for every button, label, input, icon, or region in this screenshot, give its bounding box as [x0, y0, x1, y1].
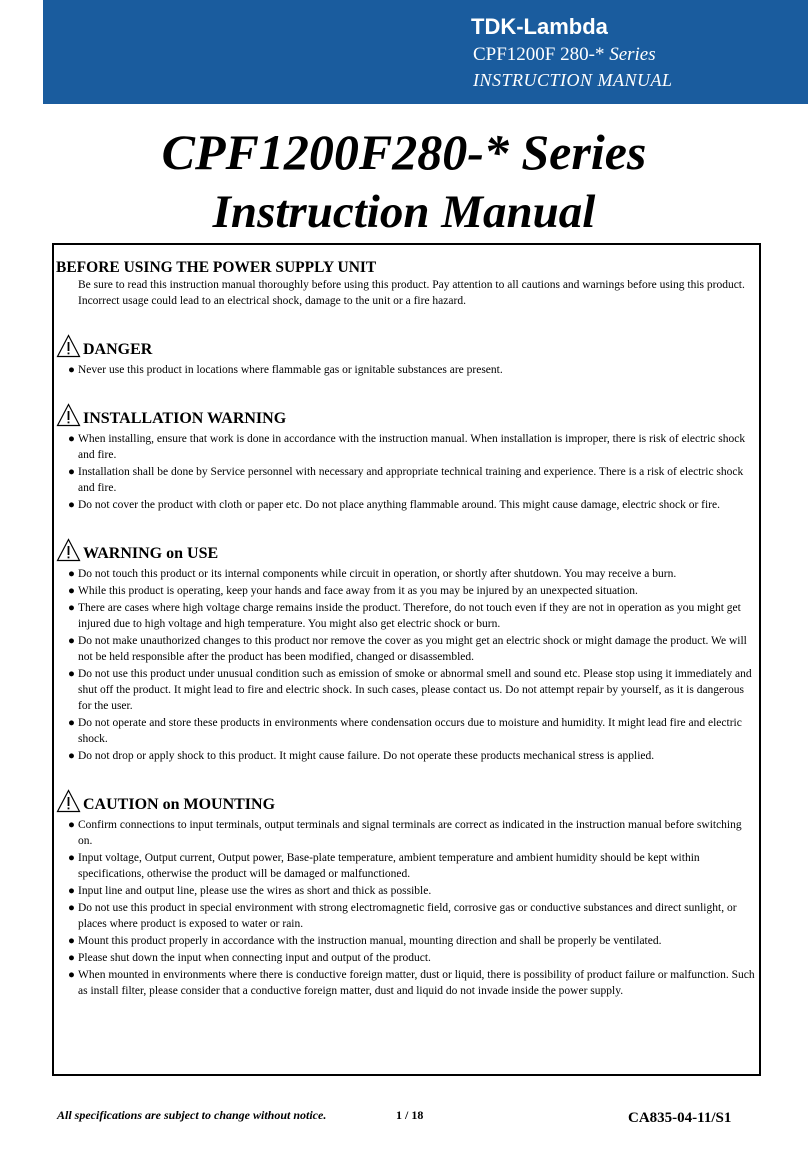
safety-content	[56, 259, 756, 1000]
brand-name: TDK-Lambda	[471, 14, 608, 39]
bullet-item	[56, 583, 756, 599]
bullet-dot: ●	[68, 364, 75, 376]
bullet-item	[56, 883, 756, 899]
bullet-text: Do not use this product under unusual condition such as emission of smoke or abnormal smell and sound etc. Please stop using it immediately and shut off the product. It might lead to fire and electric shock. In such cases, please contact us. Do not attempt repair by yourself, as it is dangerous for the user.	[78, 668, 752, 712]
bullet-dot: ●	[68, 668, 75, 680]
bullet-text: Input voltage, Output current, Output power, Base-plate temperature, ambient temperature and ambient humidity should be kept within specifications, otherwise the product will be damaged or malfunctioned.	[78, 852, 700, 880]
section-title: WARNING on USE	[83, 545, 219, 562]
document-title: CPF1200F280-* Series	[161, 124, 647, 180]
bullet-item	[56, 633, 756, 665]
bullet-item	[56, 715, 756, 747]
bullet-text: When installing, ensure that work is done in accordance with the instruction manual. When installation is improper, there is risk of electric shock and fire.	[78, 433, 746, 461]
safety-sections	[56, 329, 756, 999]
bullet-dot: ●	[68, 717, 75, 729]
footer-notice: All specifications are subject to change without notice.	[57, 1108, 327, 1122]
section-heading	[56, 784, 756, 814]
section-caution-on-mounting	[56, 784, 756, 999]
bullet-text: Do not drop or apply shock to this product. It might cause failure. Do not operate these products mechanical stress is applied.	[78, 750, 655, 762]
section-title: CAUTION on MOUNTING	[83, 796, 276, 813]
warning-triangle-icon	[56, 403, 81, 427]
bullet-dot: ●	[68, 902, 75, 914]
bullet-item	[56, 950, 756, 966]
bullet-item	[56, 566, 756, 582]
bullet-text: There are cases where high voltage charge remains inside the product. Therefore, do not touch even if they are not in operation as you might get injured due to high voltage and high temperature. You might also get electric shock or burn.	[78, 602, 741, 630]
bullet-text: Do not operate and store these products in environments where condensation occurs due to moisture and humidity. It might lead fire and electric shock.	[78, 717, 742, 745]
bullet-dot: ●	[68, 635, 75, 647]
bullet-text: Mount this product properly in accordance with the instruction manual, mounting direction and shall be properly be ventilated.	[78, 935, 662, 947]
bullet-dot: ●	[68, 466, 75, 478]
safety-box	[52, 243, 761, 1076]
bullet-text: Input line and output line, please use the wires as short and thick as possible.	[78, 885, 432, 897]
section-danger	[56, 329, 756, 378]
section-heading	[56, 329, 756, 359]
section-title: INSTALLATION WARNING	[83, 410, 287, 427]
bullet-text: Do not cover the product with cloth or paper etc. Do not place anything flammable around. This might cause damage, electric shock or fire.	[78, 499, 720, 511]
bullet-text: Please shut down the input when connecting input and output of the product.	[78, 952, 431, 964]
bullet-text: While this product is operating, keep your hands and face away from it as you may be injured by an unexpected situation.	[78, 585, 638, 597]
banner-series-model: CPF1200F 280-*	[473, 44, 605, 65]
bullet-text: Never use this product in locations where flammable gas or ignitable substances are present.	[78, 364, 503, 376]
banner-series-word: Series	[609, 44, 656, 65]
bullet-dot: ●	[68, 969, 75, 981]
bullet-text: Confirm connections to input terminals, output terminals and signal terminals are correct as indicated in the instruction manual before switching on.	[78, 819, 742, 847]
section-title: DANGER	[83, 341, 153, 358]
bullet-dot: ●	[68, 602, 75, 614]
bullet-item	[56, 497, 756, 513]
header-banner	[43, 0, 808, 104]
bullet-item	[56, 362, 756, 378]
bullet-dot: ●	[68, 885, 75, 897]
warning-triangle-icon	[56, 538, 81, 562]
bullet-item	[56, 850, 756, 882]
bullet-dot: ●	[68, 750, 75, 762]
before-using-heading: BEFORE USING THE POWER SUPPLY UNIT	[56, 259, 377, 276]
bullet-dot: ●	[68, 568, 75, 580]
before-using-text: Be sure to read this instruction manual thoroughly before using this product. Pay attention to all cautions and warnings before using this product. Incorrect usage could lead to an electrical shock, damage to the unit or a fire hazard.	[78, 279, 745, 307]
section-installation-warning	[56, 398, 756, 513]
bullet-item	[56, 967, 756, 999]
bullet-text: Do not use this product in special environment with strong electromagnetic field, corrosive gas or conductive substances and direct sunlight, or places where product is exposed to water or rain.	[78, 902, 737, 930]
bullet-dot: ●	[68, 935, 75, 947]
bullet-dot: ●	[68, 585, 75, 597]
bullet-text: When mounted in environments where there is conductive foreign matter, dust or liquid, there is possibility of product failure or malfunction. Such as install filter, please consider that a conductive foreign matter, dust and liquid do not invade inside the power supply.	[78, 969, 755, 997]
document-code: CA835-04-11/S1	[628, 1110, 732, 1126]
bullet-dot: ●	[68, 499, 75, 511]
bullet-item	[56, 817, 756, 849]
bullet-dot: ●	[68, 433, 75, 445]
bullet-text: Installation shall be done by Service personnel with necessary and appropriate technical training and experience. There is a risk of electric shock and fire.	[78, 466, 744, 494]
banner-series	[473, 44, 656, 66]
bullet-dot: ●	[68, 852, 75, 864]
bullet-item	[56, 748, 756, 764]
bullet-dot: ●	[68, 952, 75, 964]
document-subtitle: Instruction Manual	[212, 186, 596, 238]
bullet-item	[56, 600, 756, 632]
section-heading	[56, 533, 756, 563]
bullet-dot: ●	[68, 819, 75, 831]
bullet-text: Do not touch this product or its internal components while circuit in operation, or shortly after shutdown. You may receive a burn.	[78, 568, 677, 580]
section-heading	[56, 398, 756, 428]
section-warning-on-use	[56, 533, 756, 764]
banner-doc-type: INSTRUCTION MANUAL	[473, 70, 673, 90]
warning-triangle-icon	[56, 334, 81, 358]
bullet-item	[56, 933, 756, 949]
bullet-text: Do not make unauthorized changes to this product nor remove the cover as you might get an electric shock or might damage the product. We will not be held responsible after the product has been modified, changed or disassembled.	[78, 635, 747, 663]
warning-triangle-icon	[56, 789, 81, 813]
bullet-item	[56, 431, 756, 463]
bullet-item	[56, 666, 756, 714]
bullet-item	[56, 900, 756, 932]
page-number: 1 / 18	[396, 1108, 424, 1122]
bullet-item	[56, 464, 756, 496]
